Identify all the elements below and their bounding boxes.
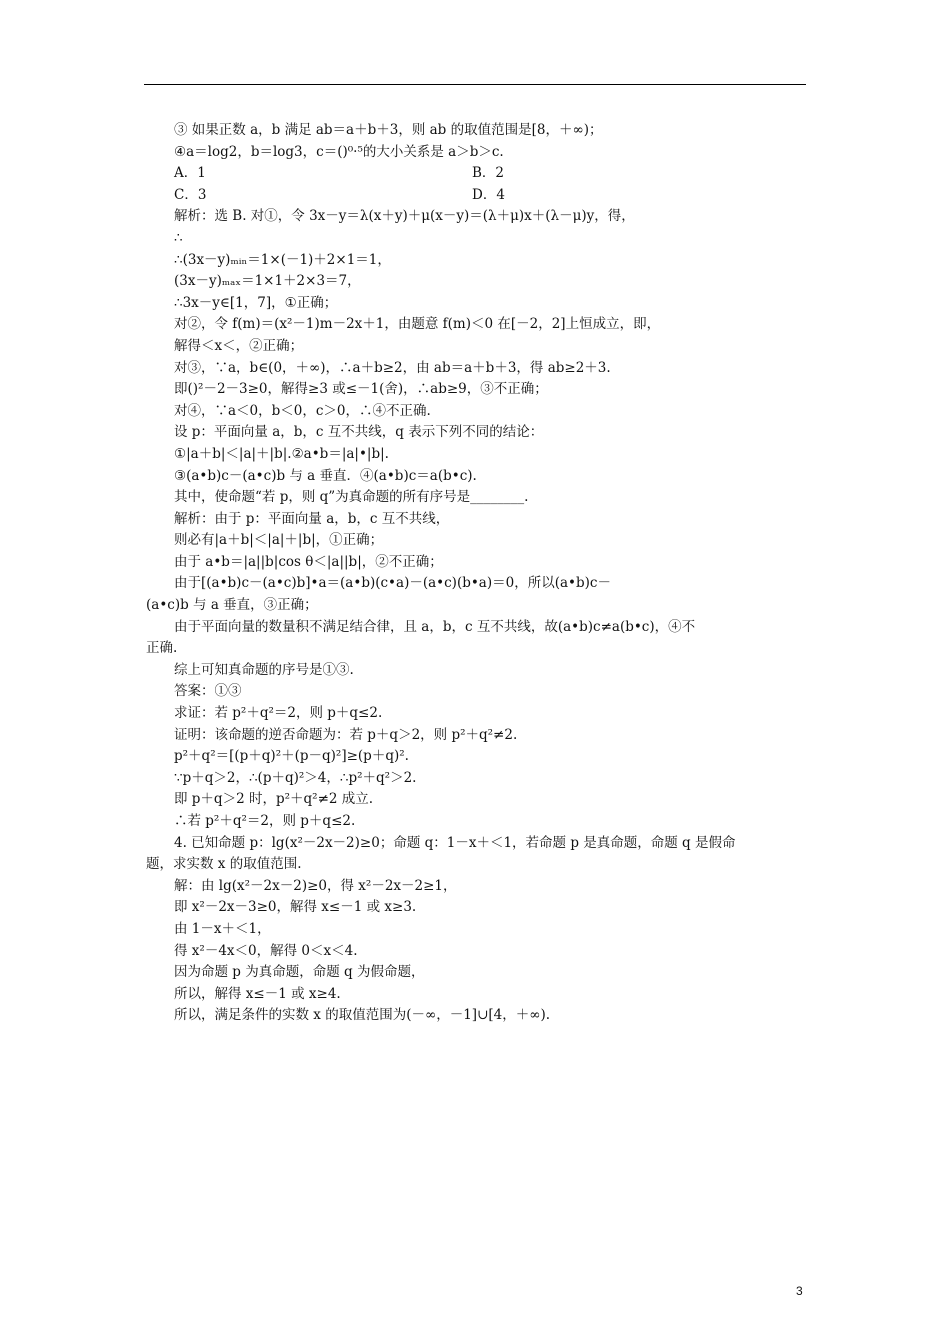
text-line: 即()²－2－3≥0，解得≥3 或≤－1(舍)，∴ab≥9，③不正确； [174,381,548,398]
text-line: 解析：选 B. 对①，令 3x－y＝λ(x＋y)＋μ(x－y)＝(λ＋μ)x＋(λ－μ)y，得， [174,208,635,225]
text-line: 求证：若 p²＋q²＝2，则 p＋q≤2. [174,705,383,722]
text-line: 解得＜x＜，②正确； [174,337,304,354]
answer-option: D．4 [472,186,505,203]
text-line: 证明：该命题的逆否命题为：若 p＋q＞2，则 p²＋q²≠2. [174,726,518,743]
answer-option: C．3 [174,186,207,203]
page-number: 3 [796,1284,803,1298]
text-line: 综上可知真命题的序号是①③. [174,661,354,678]
text-line: 对③，∵a，b∈(0，＋∞)，∴a＋b≥2，由 ab＝a＋b＋3，得 ab≥2＋3. [174,359,611,376]
answer-option: A．1 [174,165,206,182]
text-line [146,163,808,185]
document-body [146,120,808,1027]
text-line: 得 x²－4x＜0，解得 0＜x＜4. [174,942,358,959]
text-line: ∴若 p²＋q²＝2，则 p＋q≤2. [174,813,356,829]
text-line: ①|a＋b|＜|a|＋|b|.②a•b＝|a|•|b|. [174,445,389,462]
text-line [146,185,808,207]
text-line: 其中，使命题“若 p，则 q”为真命题的所有序号是________. [174,489,529,506]
text-line: 即 x²－2x－3≥0，解得 x≤－1 或 x≥3. [174,899,417,916]
text-line: 由于平面向量的数量积不满足结合律，且 a，b，c 互不共线，故(a•b)c≠a(b•c)，④不 [174,618,696,635]
text-line: 题，求实数 x 的取值范围. [146,856,302,873]
text-line: 由于[(a•b)c－(a•c)b]•a＝(a•b)(c•a)－(a•c)(b•a)＝0，所以(a•b)c－ [174,575,611,592]
text-line: 由 1－x＋＜1， [174,920,271,937]
text-line: 所以，满足条件的实数 x 的取值范围为(－∞，－1]∪[4，＋∞). [174,1007,551,1024]
text-line: p²＋q²＝[(p＋q)²＋(p－q)²]≥(p＋q)². [174,748,409,765]
text-line: ③ 如果正数 a，b 满足 ab＝a＋b＋3，则 ab 的取值范围是[8，＋∞)； [174,122,603,138]
text-line: 由于 a•b＝|a||b|cos θ＜|a||b|，②不正确； [174,553,443,570]
text-line: 答案：①③ [174,683,242,700]
text-line: 所以，解得 x≤－1 或 x≥4. [174,985,341,1002]
text-line: ③(a•b)c－(a•c)b 与 a 垂直．④(a•b)c＝a(b•c). [174,467,477,484]
text-line: 因为命题 p 为真命题，命题 q 为假命题， [174,964,425,981]
text-line: 解：由 lg(x²－2x－2)≥0，得 x²－2x－2≥1， [174,877,457,894]
text-line: 对④，∵a＜0，b＜0，c＞0，∴④不正确. [174,402,431,419]
text-line: 对②，令 f(m)＝(x²－1)m－2x＋1，由题意 f(m)＜0 在[－2，2]上恒成立，即， [174,316,661,333]
text-line: ∴3x－y∈[1，7]，①正确； [174,294,338,311]
text-line: ∵p＋q＞2，∴(p＋q)²＞4，∴p²＋q²＞2. [174,769,417,786]
text-line: 则必有|a＋b|＜|a|＋|b|，①正确； [174,532,384,549]
text-line: ∴(3x－y)ₘᵢₙ＝1×(－1)＋2×1＝1， [174,251,391,268]
text-line: (3x－y)ₘₐₓ＝1×1＋2×3＝7， [174,273,361,290]
text-line: 4. 已知命题 p：lg(x²－2x－2)≥0；命题 q：1－x＋＜1，若命题 p 是真命题，命题 q 是假命 [174,834,736,851]
answer-option: B．2 [472,165,505,182]
text-line: 设 p：平面向量 a，b，c 互不共线，q 表示下列不同的结论： [174,424,544,441]
text-line: ④a＝log2，b＝log3，c＝()⁰·⁵的大小关系是 a＞b＞c. [174,143,504,160]
text-line: 解析：由于 p：平面向量 a，b，c 互不共线， [174,510,450,527]
header-rule [144,84,806,85]
text-line: 即 p＋q＞2 时，p²＋q²≠2 成立. [174,791,374,808]
text-line: ∴ [174,229,183,246]
text-line: (a•c)b 与 a 垂直，③正确； [146,597,318,614]
text-line: 正确. [146,640,178,657]
